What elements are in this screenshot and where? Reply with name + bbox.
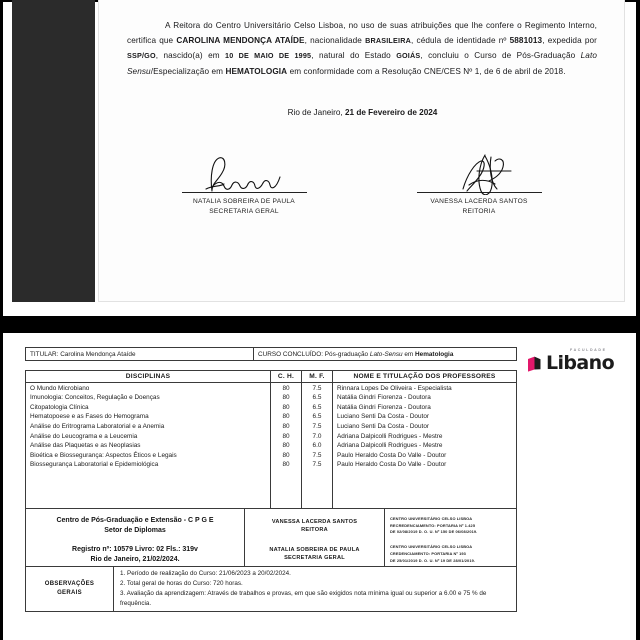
signature-area xyxy=(99,150,626,230)
cell-ch: 80 xyxy=(271,451,302,461)
registry-signers xyxy=(245,509,385,566)
cell-disciplina: Análise do Leucograma e a Leucemia xyxy=(26,431,271,441)
cert-after-nationality: , cédula de identidade nº xyxy=(411,36,507,46)
registry-block xyxy=(25,509,517,567)
cell-mf: 6.5 xyxy=(302,393,333,403)
registry-signer2-role: SECRETARIA GERAL xyxy=(284,554,345,561)
observations-label xyxy=(26,567,114,612)
signature-name-secretary xyxy=(154,197,334,217)
header-professores: NOME E TITULAÇÃO DOS PROFESSORES xyxy=(353,373,496,381)
sig-name-text: NATALIA SOBREIRA DE PAULA xyxy=(193,198,295,205)
accred2-line1: CENTRO UNIVERSITÁRIO CELSO LISBOA xyxy=(390,544,473,550)
registry-place-date: Rio de Janeiro, 21/02/2024. xyxy=(90,556,180,564)
disciplines-header-row xyxy=(26,371,516,383)
place-date: 21 de Fevereiro de 2024 xyxy=(344,108,438,117)
observations-label-line1: OBSERVAÇÕES xyxy=(44,581,95,588)
registry-center-subtitle: Setor de Diplomas xyxy=(104,526,166,534)
course-mid: em xyxy=(404,350,414,358)
cell-ch: 80 xyxy=(271,422,302,432)
observations-list xyxy=(114,567,516,612)
cell-ch: 80 xyxy=(271,383,302,393)
academic-history-panel xyxy=(0,330,640,640)
cert-after-id: , expedida por xyxy=(542,36,597,46)
header-mf: M. F. xyxy=(302,371,333,382)
cert-intro: A Reitora do Centro Universitário Celso Lisboa, no uso de suas atribuições que lhe confere o Regimento Interno, certifica que xyxy=(127,21,597,46)
course-name: Hematologia xyxy=(415,350,454,358)
titular-value: Carolina Mendonça Ataíde xyxy=(60,350,136,358)
sig-role-text: REITORIA xyxy=(462,207,496,215)
registry-center-info xyxy=(26,509,245,566)
cell-mf: 6.0 xyxy=(302,441,333,451)
sig-role-text: SECRETARIA GERAL xyxy=(209,207,279,215)
cell-professor: Natália Gindri Fiorenza - Doutora xyxy=(337,403,431,411)
titular-row xyxy=(25,347,517,361)
cell-ch: 80 xyxy=(271,441,302,451)
course-italic: Lato-Sensu xyxy=(369,350,403,358)
cell-disciplina: Bioética e Biossegurança: Aspectos Éticos e Legais xyxy=(26,451,271,461)
certificate-place-date xyxy=(99,108,626,117)
cell-mf: 7.5 xyxy=(302,383,333,393)
cell-professor: Paulo Heraldo Costa Do Valle - Doutor xyxy=(337,451,447,459)
cert-after-birth: , natural do Estado xyxy=(311,51,391,61)
course-prefix: Pós-graduação xyxy=(324,350,369,358)
header-disciplinas: DISCIPLINAS xyxy=(26,371,271,382)
cert-after-issuer: , nascido(a) em xyxy=(155,51,220,61)
course-cell xyxy=(254,348,516,360)
signature-block-secretary xyxy=(154,150,334,217)
place-label: Rio de Janeiro, xyxy=(287,108,343,117)
registry-center-title: Centro de Pós-Graduação e Extensão - C P G E xyxy=(56,516,214,524)
cell-professor: Adriana Dalpicolli Rodrigues - Mestre xyxy=(337,432,443,440)
cert-id-number: 5881013 xyxy=(509,36,543,46)
certificate-page xyxy=(98,0,625,302)
cert-specialization: HEMATOLOGIA xyxy=(225,66,288,76)
observation-item: 3. Avaliação da aprendizagem: Através de trabalhos e provas, em que são exigidos nota mínima igual ou superior a 6.00 e 75 % de frequência. xyxy=(120,590,487,608)
handwritten-signature-icon xyxy=(154,150,334,192)
cert-issuer: SSP/GO xyxy=(127,51,156,61)
cert-birth-date: 10 DE MAIO DE 1995 xyxy=(225,51,312,61)
registry-signer1-name: VANESSA LACERDA SANTOS xyxy=(271,518,358,525)
table-row xyxy=(26,431,516,441)
libano-mark-icon xyxy=(527,356,542,372)
cell-professor: Adriana Dalpicolli Rodrigues - Mestre xyxy=(337,442,443,450)
titular-cell xyxy=(26,348,254,360)
cert-after-specialization: em conformidade com a Resolução CNE/CES Nº 1, de 6 de abril de 2018. xyxy=(289,66,566,76)
logo-wordmark: Libano xyxy=(546,352,615,374)
cert-after-course-type: /Especialização em xyxy=(150,66,224,76)
cell-professor: Luciano Senti Da Costa - Doutor xyxy=(337,413,430,421)
signature-name-rector xyxy=(389,197,569,217)
table-row xyxy=(26,422,516,432)
cell-disciplina: Análise das Plaquetas e as Neoplasias xyxy=(26,441,271,451)
cell-ch: 80 xyxy=(271,403,302,413)
cell-disciplina: Hematopoese e as Fases do Hemograma xyxy=(26,412,271,422)
handwritten-signature-icon xyxy=(389,150,569,192)
registry-number: Registro nº: 10579 Livro: 02 Fls.: 319v xyxy=(72,546,198,553)
filler-professor xyxy=(333,470,516,508)
cert-student-name: CAROLINA MENDONÇA ATAÍDE xyxy=(176,36,305,46)
observations-block xyxy=(25,567,517,613)
cell-mf: 6.5 xyxy=(302,412,333,422)
registry-signer2-name: NATALIA SOBREIRA DE PAULA xyxy=(269,546,360,553)
scan-dark-margin xyxy=(12,0,95,302)
accred2-line2: CREDENCIAMENTO: PORTARIA Nº 193 xyxy=(390,551,466,557)
accred2-line3: DE 25/01/2019 D. O. U. Nº 19 DE 28/01/2019. xyxy=(390,557,476,563)
titular-label: TITULAR: xyxy=(30,350,59,358)
cell-mf: 7.5 xyxy=(302,460,333,470)
cell-disciplina: Análise do Eritrograma Laboratorial e a Anemia xyxy=(26,422,271,432)
filler-disciplina xyxy=(26,470,271,508)
cell-mf: 7.0 xyxy=(302,431,333,441)
cell-disciplina: O Mundo Microbiano xyxy=(26,383,271,393)
table-row xyxy=(26,441,516,451)
accred1-line3: DE 02/08/2019 D. O. U. Nº 150 DE 06/08/2019. xyxy=(390,529,478,535)
filler-mf xyxy=(302,470,333,508)
cell-mf: 7.5 xyxy=(302,451,333,461)
cell-ch: 80 xyxy=(271,412,302,422)
disciplines-table xyxy=(25,370,517,509)
cell-disciplina: Citopatologia Clínica xyxy=(26,403,271,413)
table-row xyxy=(26,412,516,422)
header-ch: C. H. xyxy=(271,371,302,382)
cell-professor: Natália Gindri Fiorenza - Doutora xyxy=(337,394,431,402)
cert-after-state: , concluiu o Curso de Pós-Graduação xyxy=(420,51,576,61)
table-row xyxy=(26,393,516,403)
observation-item: 2. Total geral de horas do Curso: 720 horas. xyxy=(120,579,243,587)
registry-accreditation xyxy=(385,509,516,566)
cell-professor: Luciano Senti Da Costa - Doutor xyxy=(337,423,430,431)
sig-name-text: VANESSA LACERDA SANTOS xyxy=(430,198,528,205)
history-content xyxy=(25,347,517,612)
cert-course-type: Lato Sensu xyxy=(127,51,597,76)
accred1-line1: CENTRO UNIVERSITÁRIO CELSO LISBOA xyxy=(390,515,473,521)
cell-ch: 80 xyxy=(271,431,302,441)
cell-professor: Rinnara Lopes De Oliveira - Especialista xyxy=(337,384,452,392)
cert-state: GOIÁS xyxy=(396,51,421,61)
table-row xyxy=(26,460,516,470)
cell-disciplina: Biossegurança Laboratorial e Epidemiológica xyxy=(26,460,271,470)
cell-mf: 6.5 xyxy=(302,403,333,413)
table-row xyxy=(26,383,516,393)
filler-ch xyxy=(271,470,302,508)
cell-mf: 7.5 xyxy=(302,422,333,432)
logo-subtitle: FACULDADE xyxy=(570,348,607,352)
accred1-line2: RECREDENCIAMENTO: PORTARIA Nº 1.425 xyxy=(390,522,476,528)
table-row xyxy=(26,403,516,413)
cell-professor: Paulo Heraldo Costa Do Valle - Doutor xyxy=(337,461,447,469)
observations-label-line2: GERAIS xyxy=(57,590,82,597)
signature-block-rector xyxy=(389,150,569,217)
cell-ch: 80 xyxy=(271,393,302,403)
cert-after-name: , nacionalidade xyxy=(304,36,362,46)
registry-signer1-role: REITORA xyxy=(301,527,328,534)
certificate-body-text xyxy=(127,18,597,79)
cell-ch: 80 xyxy=(271,460,302,470)
cert-nationality: BRASILEIRA xyxy=(365,36,411,46)
cell-disciplina: Imunologia: Conceitos, Regulação e Doenças xyxy=(26,393,271,403)
libano-logo xyxy=(526,347,622,379)
course-label: CURSO CONCLUÍDO: xyxy=(258,350,323,358)
table-empty-space xyxy=(26,470,516,508)
table-row xyxy=(26,451,516,461)
observation-item: 1. Período de realização do Curso: 21/06/2023 a 20/02/2024. xyxy=(120,569,291,577)
